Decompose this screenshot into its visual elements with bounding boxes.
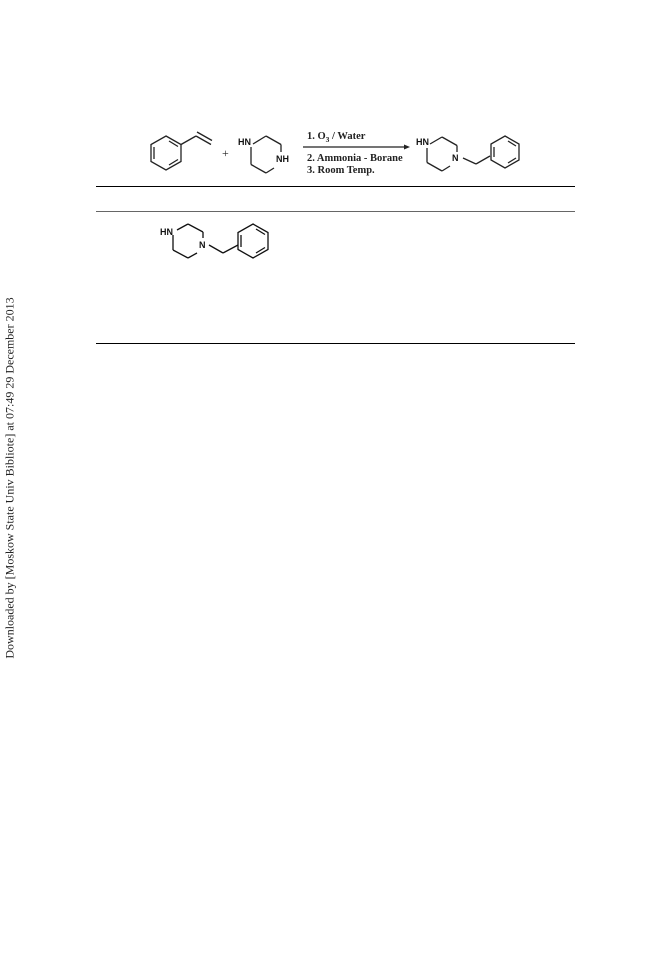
table-header-rule [96,211,575,212]
reaction-scheme [0,0,672,200]
plus-sign: + [222,146,229,160]
condition-2: 2. Ammonia - Borane [307,153,403,164]
watermark-text: Downloaded by [Moskow State Univ Bibliote] at 07:49 29 December 2013 [2,297,17,659]
reaction-conditions [303,131,410,176]
row-n-label: N [199,240,206,250]
piperazine-molecule [238,136,289,173]
table-top-rule [96,186,575,187]
product-n-label: N [452,153,459,163]
product-hn-label: HN [416,137,429,147]
styrene-molecule [151,132,212,170]
piperazine-nh-label: NH [276,154,289,164]
table-row-molecule [150,218,280,268]
table-bottom-rule [96,343,575,344]
condition-1: 1. $O_3$ / Water [307,131,366,144]
benzylpiperazine-product [416,136,519,171]
row-hn-label: HN [160,227,173,237]
piperazine-hn-label: HN [238,137,251,147]
condition-3: 3. Room Temp. [307,165,375,176]
